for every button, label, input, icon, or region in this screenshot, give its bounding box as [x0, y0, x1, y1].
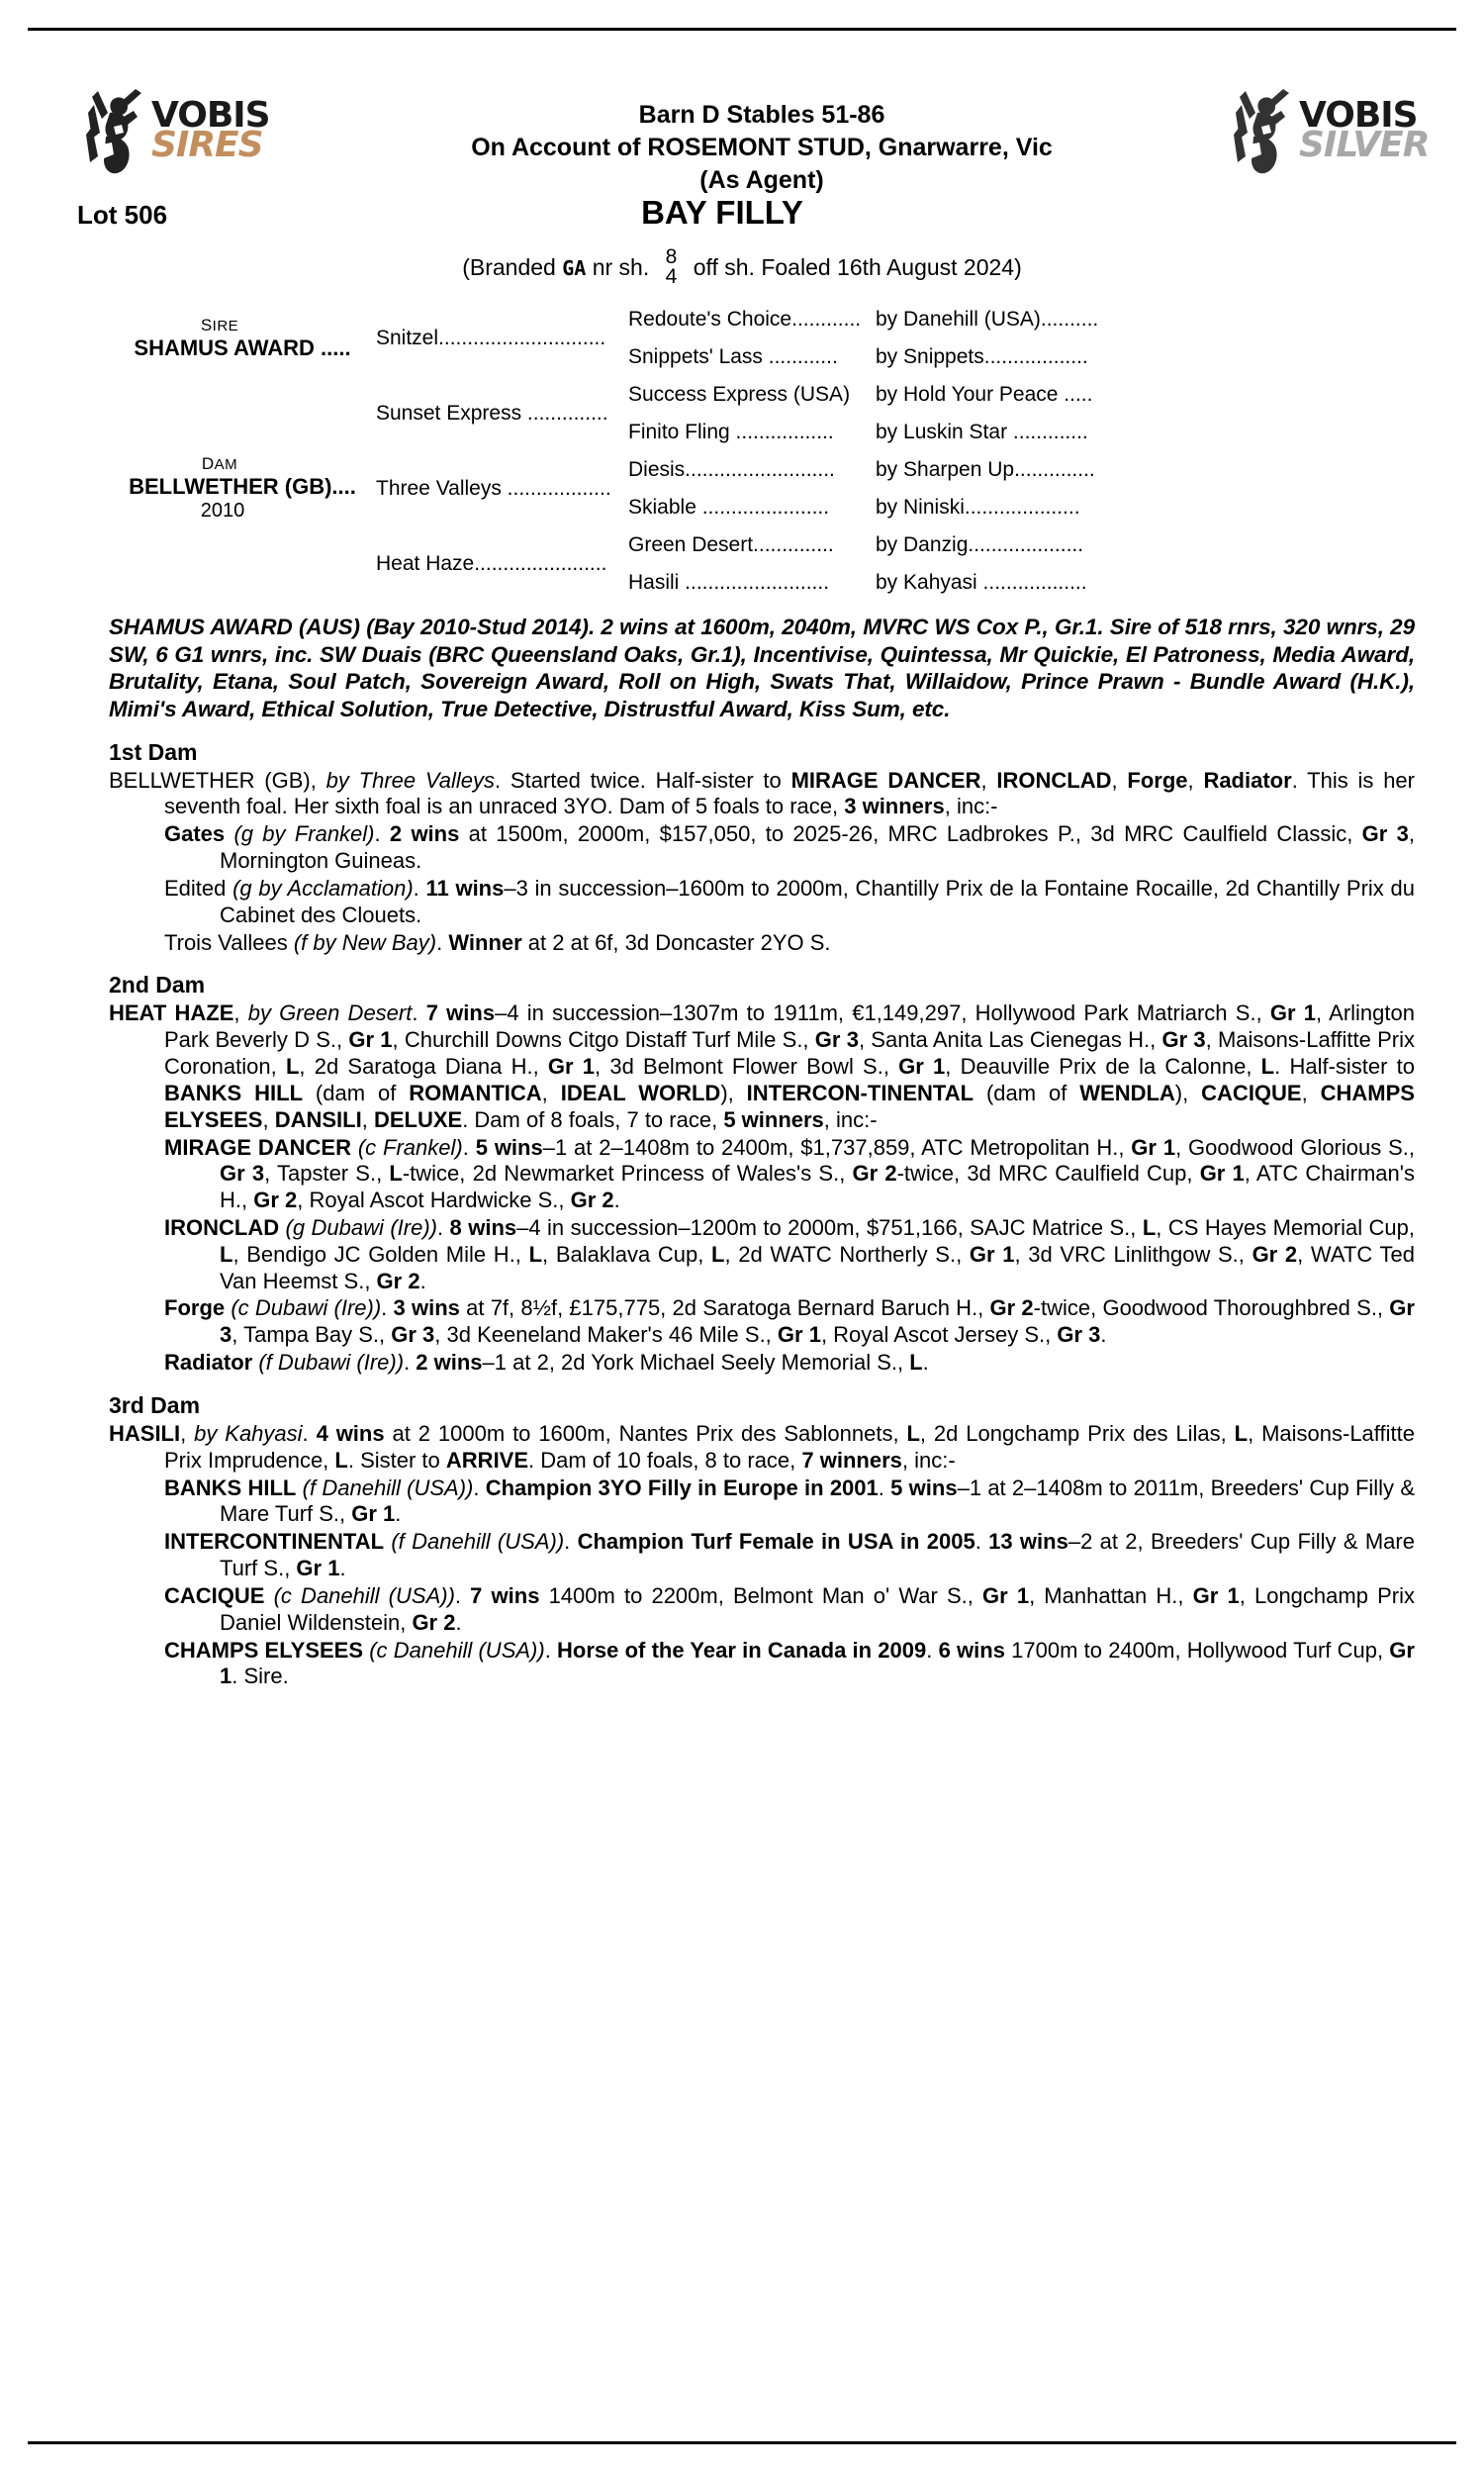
vobis-silver-logo	[1232, 77, 1430, 184]
progeny-entry: CHAMPS ELYSEES (c Danehill (USA)). Horse of the Year in Canada in 2009. 6 wins 1700m to 2400m, Hollywood Turf Cup, Gr 1. Sire.	[164, 1637, 1415, 1689]
dam-cell	[109, 451, 376, 526]
dam-label: DAM	[201, 454, 238, 474]
brand-prefix: (Branded	[462, 254, 556, 281]
logo-word-vobis: VOBIS	[1299, 95, 1418, 137]
dam-main-entry: HASILI, by Kahyasi. 4 wins at 2 1000m to 1600m, Nantes Prix des Sablonnets, L, 2d Longchamp Prix des Lilas, L, Maisons-Laffitte Prix Imprudence, L. Sister to ARRIVE. Dam of 10 foals, 8 to race, 7 winners, inc:-	[109, 1420, 1415, 1473]
pedigree-table	[109, 301, 1415, 602]
progeny-entry: BANKS HILL (f Danehill (USA)). Champion 3YO Filly in Europe in 2001. 5 wins–1 at 2–1408m to 2011m, Breeders' Cup Filly & Mare Turf S., Gr 1.	[164, 1475, 1415, 1527]
progeny-entry: IRONCLAD (g Dubawi (Ire)). 8 wins–4 in succession–1200m to 2000m, $751,166, SAJC Matrice S., L, CS Hayes Memorial Cup, L, Bendigo JC Golden Mile H., L, Balaklava Cup, L, 2d WATC Northerly S., Gr 1, 3d VRC Linlithgow S., Gr 2, WATC Ted Van Heemst S., Gr 2.	[164, 1214, 1415, 1293]
pedigree-gen2: Snitzel.............................	[376, 326, 606, 349]
account-line: On Account of ROSEMONT STUD, Gnarwarre, Vic	[471, 134, 1053, 161]
pedigree-row	[109, 376, 1415, 414]
pedigree-gen3: Snippets' Lass ............	[628, 344, 838, 368]
vobis-sires-logo	[84, 77, 272, 184]
dam-main-entry: BELLWETHER (GB), by Three Valleys. Started twice. Half-sister to MIRAGE DANCER, IRONCLAD, Forge, Radiator. This is her seventh foal. Her sixth foal is an unraced 3YO. Dam of 5 foals to race, 3 winners, inc:-	[109, 767, 1415, 819]
progeny-entry: Gates (g by Frankel). 2 wins at 1500m, 2000m, $157,050, to 2025-26, MRC Ladbrokes P., 3d MRC Caulfield Classic, Gr 3, Mornington Guineas.	[164, 821, 1415, 874]
logo-word-sires: SIRES	[151, 125, 263, 165]
progeny-entry: INTERCONTINENTAL (f Danehill (USA)). Champion Turf Female in USA in 2005. 13 wins–2 at 2, Breeders' Cup Filly & Mare Turf S., Gr 1.	[164, 1529, 1415, 1581]
progeny-entry: Trois Vallees (f by New Bay). Winner at 2 at 6f, 3d Doncaster 2YO S.	[164, 929, 831, 955]
sire-name: SHAMUS AWARD .....	[134, 334, 351, 360]
pedigree-row	[109, 526, 1415, 564]
lot-number: Lot 506	[77, 200, 168, 230]
barn-line: Barn D Stables 51-86	[638, 101, 885, 129]
dam-section-heading: 1st Dam	[109, 738, 198, 765]
progeny-entry: Edited (g by Acclamation). 11 wins–3 in succession–1600m to 2000m, Chantilly Prix de la Fontaine Rocaille, 2d Chantilly Prix du Cabinet des Clouets.	[164, 875, 1415, 927]
progeny-entry: CACIQUE (c Danehill (USA)). 7 wins 1400m to 2200m, Belmont Man o' War S., Gr 1, Manhattan H., Gr 1, Longchamp Prix Daniel Wildenstein, Gr 2.	[164, 1582, 1415, 1635]
logo-word-silver: SILVER	[1299, 125, 1430, 165]
bottom-rule	[28, 2441, 1456, 2444]
brand-fraction	[666, 247, 678, 287]
pedigree-gen4: by Niniski....................	[876, 495, 1080, 519]
pedigree-gen2: Sunset Express ..............	[376, 401, 608, 425]
dam-name: BELLWETHER (GB)....	[129, 474, 356, 500]
page-content	[77, 69, 1430, 1691]
pedigree-gen3: Diesis..........................	[628, 457, 835, 481]
logo-word-vobis: VOBIS	[151, 95, 270, 137]
pedigree-gen3: Green Desert..............	[628, 532, 834, 556]
pedigree-gen4: by Kahyasi ..................	[876, 570, 1087, 594]
pedigree-gen4: by Hold Your Peace .....	[876, 382, 1093, 406]
pedigree-gen4: by Danehill (USA)..........	[876, 307, 1099, 331]
pedigree-gen2: Three Valleys ..................	[376, 476, 611, 500]
progeny-entry: Radiator (f Dubawi (Ire)). 2 wins–1 at 2, 2d York Michael Seely Memorial S., L.	[164, 1350, 929, 1376]
agent-line: (As Agent)	[699, 166, 824, 194]
pedigree-gen3: Hasili .........................	[628, 570, 830, 594]
brand-mid: nr sh.	[592, 254, 650, 281]
header-text-block	[109, 69, 1415, 197]
progeny-entry: MIRAGE DANCER (c Frankel). 5 wins–1 at 2–1408m to 2400m, $1,737,859, ATC Metropolitan H., Gr 1, Goodwood Glorious S., Gr 3, Tapster S., L-twice, 2d Newmarket Princess of Wales's S., Gr 2-twice, 3d MRC Caulfield Cup, Gr 1, ATC Chairman's H., Gr 2, Royal Ascot Hardwicke S., Gr 2.	[164, 1134, 1416, 1213]
brand-numerator: 8	[665, 245, 678, 268]
pedigree-gen2: Heat Haze.......................	[376, 551, 607, 575]
pedigree-gen4: by Sharpen Up..............	[876, 457, 1095, 481]
pedigree-gen3: Success Express (USA)	[628, 382, 851, 406]
pedigree-gen4: by Snippets..................	[876, 344, 1088, 368]
top-rule	[28, 28, 1456, 31]
pedigree-row	[109, 301, 1415, 338]
dam-section-heading: 2nd Dam	[109, 972, 206, 999]
sire-spacer	[109, 376, 376, 451]
page-title: BAY FILLY	[641, 194, 803, 231]
pedigree-gen4: by Danzig....................	[876, 532, 1084, 556]
sire-label: SIRE	[200, 315, 239, 334]
page-header	[109, 69, 1430, 194]
dam-spacer	[109, 526, 376, 602]
jockey-horse-icon	[1232, 83, 1297, 178]
lot-title-row	[77, 194, 1415, 247]
brand-code: GA	[562, 256, 587, 281]
sire-cell	[109, 301, 376, 376]
dam-sections	[109, 739, 1415, 1691]
pedigree-gen3: Redoute's Choice............	[628, 307, 862, 331]
jockey-horse-icon	[84, 83, 149, 178]
brand-suffix: off sh. Foaled 16th August 2024)	[693, 254, 1022, 281]
pedigree-gen3: Finito Fling .................	[628, 420, 834, 443]
pedigree-row	[109, 451, 1415, 489]
dam-section-heading: 3rd Dam	[109, 1391, 201, 1418]
dam-year: 2010	[200, 500, 245, 523]
branding-line	[109, 245, 1415, 289]
pedigree-gen4: by Luskin Star .............	[876, 420, 1088, 443]
dam-main-entry: HEAT HAZE, by Green Desert. 7 wins–4 in succession–1307m to 1911m, €1,149,297, Hollywood Park Matriarch S., Gr 1, Arlington Park Beverly D S., Gr 1, Churchill Downs Citgo Distaff Turf Mile S., Gr 3, Santa Anita Las Cienegas H., Gr 3, Maisons-Laffitte Prix Coronation, L, 2d Saratoga Diana H., Gr 1, 3d Belmont Flower Bowl S., Gr 1, Deauville Prix de la Calonne, L. Half-sister to BANKS HILL (dam of ROMANTICA, IDEAL WORLD), INTERCON-TINENTAL (dam of WENDLA), CACIQUE, CHAMPS ELYSEES, DANSILI, DELUXE. Dam of 8 foals, 7 to race, 5 winners, inc:-	[109, 1000, 1416, 1132]
sire-summary-paragraph: SHAMUS AWARD (AUS) (Bay 2010-Stud 2014). 2 wins at 1600m, 2040m, MVRC WS Cox P., Gr.1. Sire of 518 rnrs, 320 wnrs, 29 SW, 6 G1 wnrs, inc. SW Duais (BRC Queensland Oaks, Gr.1), Incentivise, Quintessa, Mr Quickie, El Patroness, Media Award, Brutality, Etana, Soul Patch, Sovereign Award, Roll on High, Swats That, Willaidow, Prince Prawn - Bundle Award (H.K.), Mimi's Award, Ethical Solution, True Detective, Distrustful Award, Kiss Sum, etc.	[109, 614, 1415, 721]
pedigree-gen3: Skiable ......................	[628, 495, 830, 519]
progeny-entry: Forge (c Dubawi (Ire)). 3 wins at 7f, 8½f, £175,775, 2d Saratoga Bernard Baruch H., Gr 2-twice, Goodwood Thoroughbred S., Gr 3, Tampa Bay S., Gr 3, 3d Keeneland Maker's 46 Mile S., Gr 1, Royal Ascot Jersey S., Gr 3.	[164, 1295, 1415, 1348]
brand-denominator: 4	[665, 264, 678, 288]
